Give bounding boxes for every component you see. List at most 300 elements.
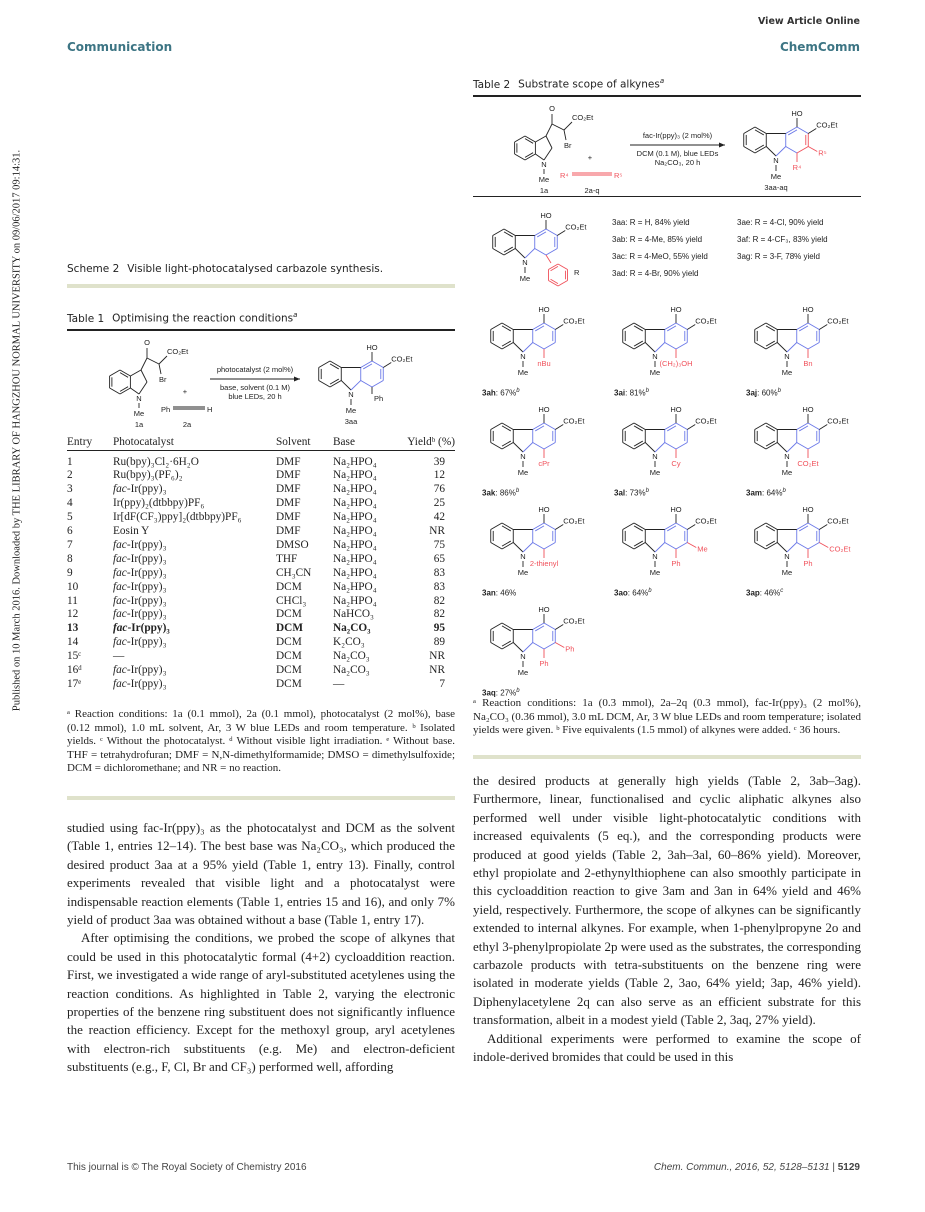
bond <box>755 145 764 150</box>
table-row <box>67 497 455 511</box>
bond <box>645 343 655 353</box>
table-row <box>67 483 455 497</box>
bond <box>533 643 544 650</box>
body-text-right <box>473 772 861 1067</box>
atom-label: Me <box>649 568 661 577</box>
bond <box>513 543 523 553</box>
bond <box>361 361 372 368</box>
table-row <box>67 595 455 609</box>
bond <box>544 543 555 550</box>
bond <box>544 443 555 450</box>
entry-cell: 5 <box>67 511 73 524</box>
solvent-cell: DCM <box>276 664 302 677</box>
atom-label: N <box>784 452 790 461</box>
bond <box>755 523 766 530</box>
atom-label: CO₂Et <box>167 347 189 356</box>
bond <box>330 364 339 369</box>
atom-label: O <box>144 338 150 347</box>
bond <box>341 381 351 391</box>
aryl-results-list <box>612 214 862 282</box>
bond <box>361 381 372 388</box>
bond <box>351 381 361 391</box>
atom-label: CO₂Et <box>827 316 849 326</box>
atom-label: nBu <box>537 359 551 368</box>
solvent-cell: DCM <box>276 580 302 593</box>
atom-label: Me <box>649 468 661 477</box>
bond <box>491 543 502 550</box>
atom-label: CO₂Et <box>391 354 413 364</box>
aryl-result: 3ab: R = 4-Me, 85% yield <box>612 235 703 244</box>
atom-label: 2a-q <box>584 186 600 195</box>
aryl-result: 3aa: R = H, 84% yield <box>612 218 690 227</box>
bond <box>787 543 797 553</box>
atom-label: O <box>549 104 555 113</box>
atom-label: 2a <box>182 420 192 429</box>
entry-cell: 13 <box>67 622 79 635</box>
bond <box>555 525 563 530</box>
paragraph: Additional experiments were performed to examine the scope of indole-derived bromides that could be used in this <box>473 1030 861 1065</box>
bond <box>634 343 645 350</box>
bond <box>491 343 502 350</box>
bond <box>555 625 563 630</box>
photocatalyst-cell: Eosin Y <box>113 525 150 538</box>
bond <box>551 266 558 270</box>
body-text-left <box>67 819 455 1077</box>
compound-label: 3ao: 64%$^b$ <box>614 588 652 598</box>
compound-3aa-structure <box>480 202 610 297</box>
bond <box>755 127 766 134</box>
photocatalyst-cell: fac-Ir(ppy)₃ <box>113 608 167 621</box>
solvent-cell: THF <box>276 552 298 565</box>
table-row <box>67 539 455 553</box>
bond <box>755 323 766 330</box>
atom-label: CO₂Et <box>565 222 587 232</box>
table-row <box>67 581 455 595</box>
solvent-cell: DCM <box>276 622 303 635</box>
photocatalyst-cell: Ir(ppy)₂(dtbbpy)PF₆ <box>113 497 205 510</box>
atom-label: Ph <box>161 405 171 414</box>
bond <box>141 358 147 370</box>
bond <box>513 343 523 353</box>
bond <box>110 370 120 376</box>
bond <box>533 543 544 550</box>
bond <box>557 231 565 236</box>
solvent-cell: CHCl₃ <box>276 594 307 607</box>
solvent-cell: DMF <box>276 483 301 496</box>
yield-cell: 95 <box>433 622 445 635</box>
entry-cell: 15ᶜ <box>67 650 82 663</box>
bond <box>558 281 568 287</box>
bond <box>634 341 643 346</box>
atom-label: CO₂Et <box>695 516 717 526</box>
table2-top-rule <box>473 95 861 97</box>
bond <box>546 249 557 256</box>
table-row <box>67 469 455 483</box>
base-cell: Na₂HPO₄ <box>333 469 377 482</box>
atom-label: N <box>541 160 547 169</box>
bond <box>555 425 563 430</box>
compound-label: 3ah: 67%$^b$ <box>482 388 520 398</box>
download-watermark: Published on 10 March 2016. Downloaded by THE LIBRARY OF HANGZHOU NORMAL UNIVERSITY on 09/06/2017 09:14:31. <box>11 149 23 712</box>
bond <box>491 623 502 630</box>
bond <box>766 541 775 546</box>
atom-label: HO <box>670 405 682 414</box>
bond <box>504 229 515 236</box>
bond <box>755 443 766 450</box>
bond <box>502 323 513 330</box>
atom-label: CO₂Et <box>695 316 717 326</box>
base-cell: Na₂HPO₄ <box>333 580 377 593</box>
atom-label: R⁵ <box>614 171 623 180</box>
photocatalyst-cell: fac-Ir(ppy)₃ <box>113 483 167 496</box>
bond <box>777 443 787 453</box>
atom-label: Ph <box>671 559 681 568</box>
bond <box>504 247 513 252</box>
photocatalyst-cell: Ru(bpy)₃Cl₂·6H₂O <box>113 455 199 468</box>
bond <box>634 523 645 530</box>
base-cell: Na₂HPO₄ <box>333 525 377 538</box>
bond <box>623 443 634 450</box>
compound-label: 3aj: 60%$^b$ <box>746 388 781 398</box>
atom-label: R⁴ <box>792 163 802 172</box>
yield-cell: 76 <box>433 483 445 496</box>
paragraph: After optimising the conditions, we probed the scope of alkynes that could be used in this photocatalytic formal (4+2) cycloaddition reaction. First, we investigated a wide range of aryl-substituted acetylenes using the reaction conditions. As highlighted in Table 2, varying the electronic properties of the benzene ring substituent does not significantly influence the reaction efficiency. Except for the methoxyl group, aryl acetylenes with electron-rich substituents (e.g. Me) and electron-deficient substituents (e.g., F, Cl, Br and CF₃) performed well, affording <box>67 930 455 1075</box>
bond <box>502 326 511 331</box>
journal-header: ChemComm <box>779 40 860 54</box>
bond <box>797 147 808 154</box>
solvent-cell: DMF <box>276 455 301 468</box>
bond <box>141 370 147 382</box>
bond <box>665 443 676 450</box>
bond <box>535 136 546 142</box>
atom-label: N <box>784 552 790 561</box>
compound-3am <box>742 398 872 498</box>
bond <box>546 229 557 236</box>
atom-label: fac-Ir(ppy)₃ (2 mol%) <box>642 131 713 140</box>
atom-label: H <box>207 405 213 414</box>
bond <box>655 443 665 453</box>
bond <box>766 526 775 531</box>
table-row <box>67 664 455 678</box>
table2-reaction-scheme <box>500 100 840 195</box>
bond <box>533 523 544 530</box>
bond <box>676 323 687 330</box>
atom-label: CO₂Et <box>827 416 849 426</box>
bond <box>139 382 147 394</box>
bond <box>515 154 525 160</box>
atom-label: N <box>522 258 528 267</box>
atom-label: 1a <box>134 420 144 429</box>
photocatalyst-cell: Ir[dF(CF₃)ppy]₂(dtbbpy)PF₆ <box>113 511 242 524</box>
solvent-cell: DMF <box>276 511 301 524</box>
compound-structure <box>478 398 608 486</box>
bond <box>766 326 775 331</box>
photocatalyst-cell: fac-Ir(ppy)₃ <box>113 594 167 607</box>
compound-3ap <box>742 498 872 598</box>
atom-label: HO <box>802 305 814 314</box>
aryl-result: 3ae: R = 4-Cl, 90% yield <box>737 218 824 227</box>
bond <box>799 326 808 331</box>
solvent-cell: DMF <box>276 497 301 510</box>
bond <box>515 136 525 142</box>
atom-label: HO <box>538 305 550 314</box>
atom-label: Ph <box>803 559 813 568</box>
entry-cell: 7 <box>67 538 73 551</box>
bond <box>319 381 330 388</box>
bond <box>523 343 533 353</box>
bond <box>523 643 533 653</box>
bond <box>776 147 786 157</box>
table-row <box>67 456 455 470</box>
bond <box>667 526 676 531</box>
optimisation-table <box>67 434 455 692</box>
atom-label: HO <box>802 505 814 514</box>
bond <box>491 323 502 330</box>
atom-label: Ph <box>374 394 384 403</box>
bond <box>372 361 383 368</box>
bond <box>546 136 552 148</box>
bond <box>797 443 808 450</box>
bond <box>502 443 513 450</box>
compound-structure <box>478 498 608 586</box>
yield-cell: 82 <box>433 608 445 621</box>
bond <box>502 341 511 346</box>
yield-cell: 83 <box>433 566 445 579</box>
atom-label: Me <box>517 368 529 377</box>
compound-label: 3am: 64%$^b$ <box>746 488 786 498</box>
bond <box>787 443 797 453</box>
divider <box>67 796 455 800</box>
atom-label: Me <box>517 668 529 677</box>
page-number: 5129 <box>837 1162 860 1173</box>
view-article-online-link[interactable]: View Article Online <box>758 16 860 27</box>
solvent-cell: DCM <box>276 650 302 663</box>
bond <box>533 323 544 330</box>
bond <box>552 124 564 130</box>
bond <box>159 356 167 364</box>
atom-label: CO₂Et <box>797 459 819 468</box>
photocatalyst-cell: fac-Ir(ppy)₃ <box>113 580 167 593</box>
bond <box>363 364 372 369</box>
atom-label: 1a <box>539 186 549 195</box>
atom-label: N <box>784 352 790 361</box>
base-cell: Na₂CO₃ <box>333 650 370 663</box>
bond <box>665 323 676 330</box>
bond <box>766 343 777 350</box>
atom-label: Bn <box>803 359 813 368</box>
solvent-cell: DMF <box>276 525 301 538</box>
bond <box>502 643 513 650</box>
bond <box>645 543 655 553</box>
bond <box>330 381 341 388</box>
atom-label: 3aa-aq <box>764 183 788 192</box>
col-base: Base <box>333 436 355 448</box>
atom-label: Ph <box>539 659 549 668</box>
bond <box>558 264 568 270</box>
atom-label: CO₂Et <box>563 616 585 626</box>
bond <box>766 423 777 430</box>
bond <box>687 325 695 330</box>
base-cell: K₂CO₃ <box>333 636 365 649</box>
bond <box>797 127 808 134</box>
aryl-compound-block <box>480 202 860 297</box>
col-solvent: Solvent <box>276 436 311 448</box>
entry-cell: 3 <box>67 483 73 496</box>
atom-label: Me <box>770 172 782 181</box>
bond <box>788 130 797 135</box>
bond <box>808 523 819 530</box>
bond <box>623 343 634 350</box>
bond <box>687 425 695 430</box>
atom-label: Me <box>649 368 661 377</box>
photocatalyst-cell: fac-Ir(ppy)₃ <box>113 678 167 690</box>
bond <box>330 379 339 384</box>
compound-structure <box>742 498 872 586</box>
yield-cell: 82 <box>433 594 445 607</box>
compound-label: 3an: 46% <box>482 589 517 598</box>
atom-label: HO <box>540 211 552 220</box>
bond <box>676 423 687 430</box>
atom-label: Me <box>781 368 793 377</box>
bond <box>504 232 513 237</box>
bond <box>766 523 777 530</box>
bond <box>667 326 676 331</box>
bond <box>634 426 643 431</box>
base-cell: Na₂HPO₄ <box>333 594 377 607</box>
bond <box>634 441 643 446</box>
bond <box>513 443 523 453</box>
compound-label: 3al: 73%$^b$ <box>614 488 649 498</box>
bond <box>564 130 566 140</box>
bond <box>502 641 511 646</box>
bond <box>655 543 665 553</box>
atom-label: photocatalyst (2 mol%) <box>216 365 294 374</box>
yield-cell: NR <box>429 664 445 677</box>
copyright: This journal is © The Royal Society of Chemistry 2016 <box>67 1162 307 1173</box>
bond <box>676 523 687 530</box>
base-cell: — <box>333 678 345 690</box>
table1-footnote: ᵃ Reaction conditions: 1a (0.1 mmol), 2a (0.1 mmol), photocatalyst (2 mol%), base (0.12 mmol), 1.0 mL solvent, Ar, 3 W blue LEDs and room temperature. ᵇ Isolated yields. ᶜ Without the photocatalyst. ᵈ Without visible light irradiation. ᵉ Without base. THF = tetrahydrofuran; DMF = N,N-dimethylformamide; DMSO = dimethylsulfoxide; DCM = dichloromethane; and NR = no reaction. <box>67 708 455 775</box>
aryl-result: 3ad: R = 4-Br, 90% yield <box>612 269 699 278</box>
bond <box>676 543 687 550</box>
compound-3aq <box>478 598 608 698</box>
yield-cell: 75 <box>433 538 445 551</box>
atom-label: CO₂Et <box>563 416 585 426</box>
yield-cell: NR <box>429 525 445 538</box>
atom-label: R <box>574 268 580 277</box>
bond <box>513 643 523 653</box>
bond <box>808 129 816 134</box>
solvent-cell: DCM <box>276 636 302 649</box>
atom-label: HO <box>366 343 378 352</box>
bond <box>544 623 555 630</box>
divider <box>67 284 455 288</box>
atom-label: N <box>520 652 526 661</box>
bond <box>766 341 775 346</box>
compound-structure <box>742 298 872 386</box>
atom-label: cPr <box>538 459 550 468</box>
atom-label: HO <box>670 305 682 314</box>
table2-footnote: ᵃ Reaction conditions: 1a (0.3 mmol), 2a–2q (0.3 mmol), fac-Ir(ppy)₃ (2 mol%), Na₂CO₃ (0.36 mmol), 3.0 mL DCM, Ar, 3 W blue LEDs and room temperature; isolated yields were given. ᵇ Five equivalents (1.5 mmol) of alkynes were added. ᶜ 36 hours. <box>473 697 861 737</box>
bond <box>502 541 511 546</box>
atom-label: N <box>652 552 658 561</box>
atom-label: CO₂Et <box>563 516 585 526</box>
atom-label: Ph <box>565 644 575 654</box>
yield-cell: 12 <box>433 469 445 482</box>
bond <box>797 343 808 350</box>
entry-cell: 14 <box>67 636 79 649</box>
atom-label: N <box>652 352 658 361</box>
atom-label: Cy <box>671 459 681 468</box>
bond <box>502 543 513 550</box>
bond <box>120 388 130 394</box>
compound-grid <box>478 298 872 698</box>
photocatalyst-cell: fac-Ir(ppy)₃ <box>113 538 167 551</box>
table-row <box>67 650 455 664</box>
bond <box>623 323 634 330</box>
bond <box>799 526 808 531</box>
bond <box>744 127 755 134</box>
bond <box>755 423 766 430</box>
solvent-cell: DCM <box>276 678 302 690</box>
bond <box>634 443 645 450</box>
bond <box>665 423 676 430</box>
bond <box>665 523 676 530</box>
yield-cell: 89 <box>433 636 445 649</box>
atom-label: Me <box>517 568 529 577</box>
bond <box>537 232 546 237</box>
bond <box>544 423 555 430</box>
atom-label: blue LEDs, 20 h <box>228 392 282 401</box>
paragraph: studied using fac-Ir(ppy)₃ as the photocatalyst and DCM as the solvent (Table 1, entries 12–14). The best base was Na₂CO₃, which produced the desired product 3aa at a 95% yield (Table 1, entry 13). Finally, control experiments revealed that visible light and a photocatalyst were indispensable reaction elements (Table 1, entries 15 and 16), and only 7% yield of product 3aa was obtained without a base (Table 1, entry 17). <box>67 820 455 928</box>
bond <box>535 626 544 631</box>
bond <box>159 364 161 374</box>
photocatalyst-cell: — <box>113 650 125 663</box>
compound-structure <box>742 398 872 486</box>
compound-3aj <box>742 298 872 398</box>
aryl-result <box>737 265 862 282</box>
atom-label: CO₂Et <box>816 120 838 130</box>
table-row <box>67 511 455 525</box>
bond <box>786 147 797 154</box>
base-cell: Na₂CO₃ <box>333 622 371 635</box>
bond <box>544 643 555 650</box>
bond <box>319 361 330 368</box>
table-row <box>67 553 455 567</box>
atom-label: Me <box>133 409 145 418</box>
bond <box>502 626 511 631</box>
bond <box>546 124 552 136</box>
atom-label: Na₂CO₃, 20 h <box>654 158 701 167</box>
bond <box>797 423 808 430</box>
table-row <box>67 636 455 650</box>
atom-label: Me <box>517 468 529 477</box>
bond <box>491 643 502 650</box>
atom-label: N <box>520 352 526 361</box>
base-cell: Na₂HPO₄ <box>333 455 377 468</box>
bond <box>491 523 502 530</box>
compound-structure <box>610 298 740 386</box>
bond <box>502 426 511 431</box>
bond <box>493 229 504 236</box>
bond <box>797 543 808 550</box>
table-row <box>67 678 455 692</box>
bond <box>493 249 504 256</box>
table-row <box>67 525 455 539</box>
bond <box>777 543 787 553</box>
bond <box>533 423 544 430</box>
aryl-result: 3ac: R = 4-MeO, 55% yield <box>612 252 708 261</box>
